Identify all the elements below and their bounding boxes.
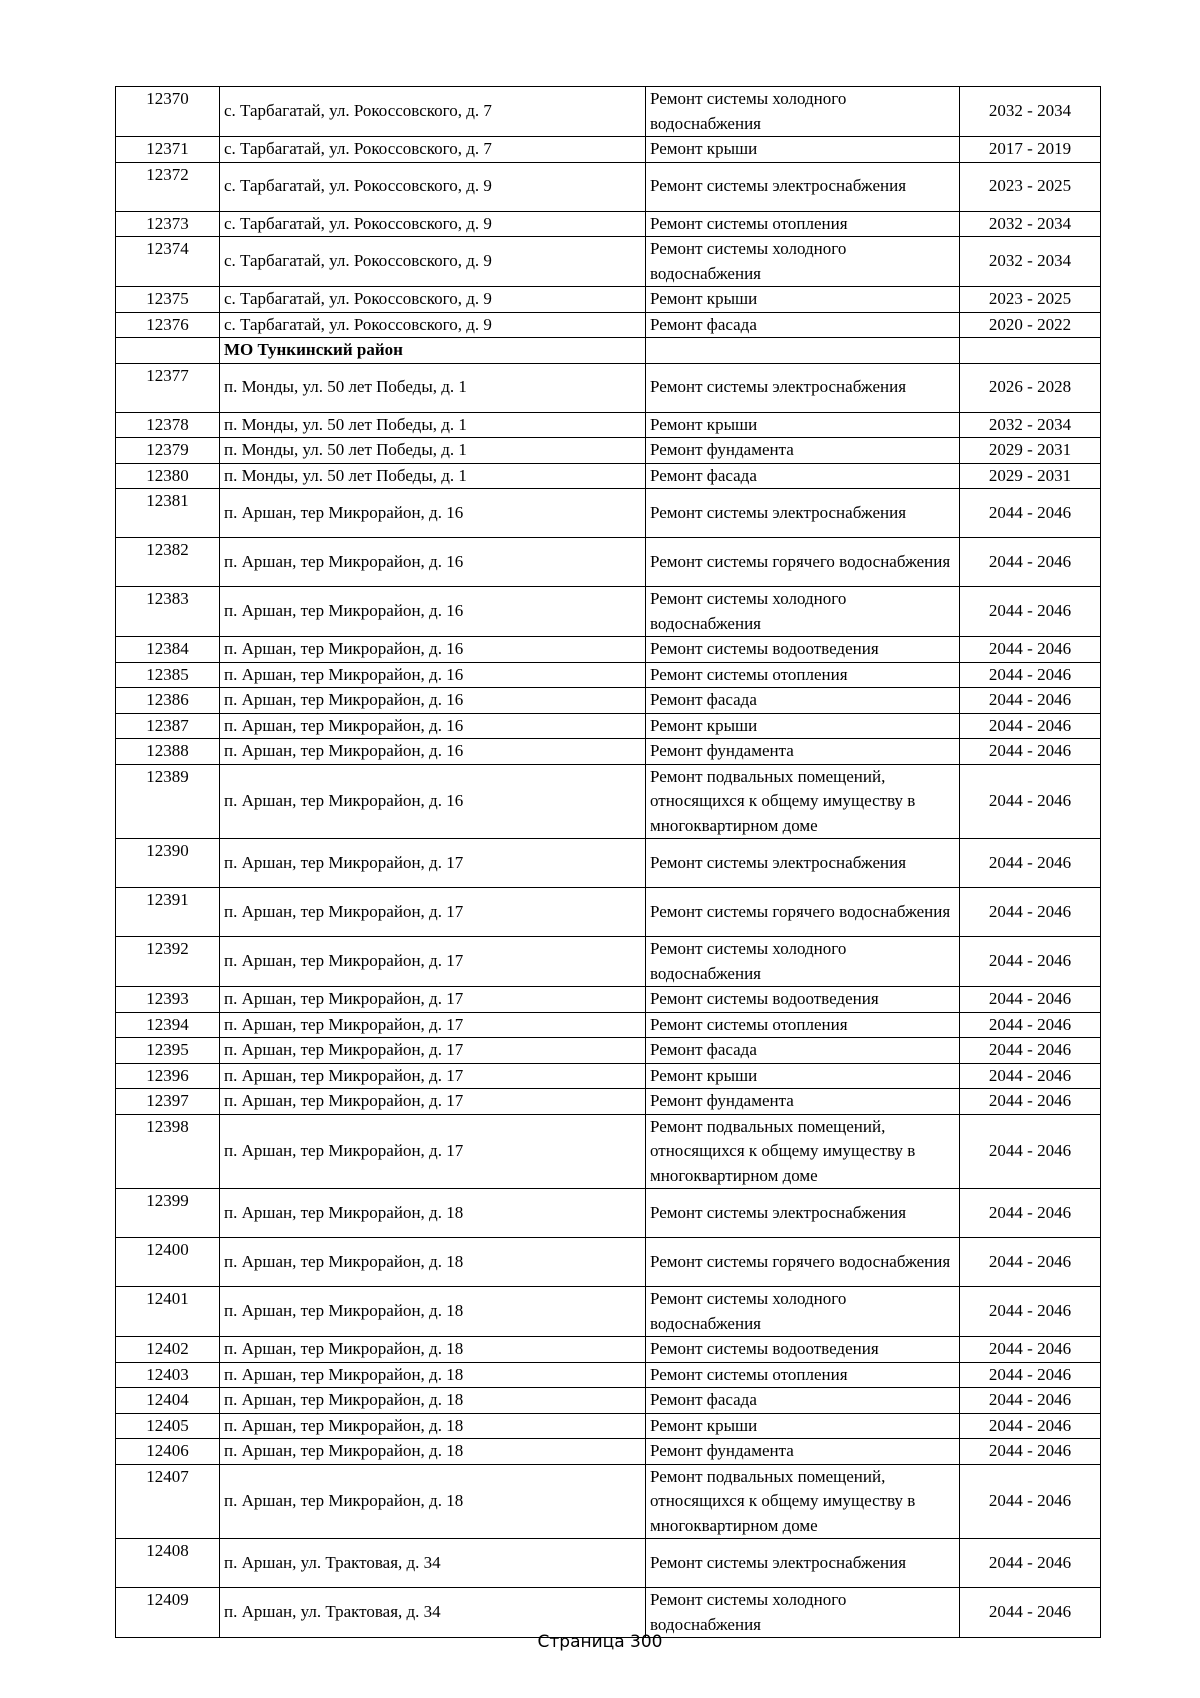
table-row	[116, 438, 1101, 464]
row-period: 2044 - 2046	[960, 1539, 1101, 1588]
row-number: 12386	[116, 688, 220, 714]
row-number: 12381	[116, 489, 220, 538]
row-number: 12404	[116, 1388, 220, 1414]
table-row	[116, 1388, 1101, 1414]
row-period: 2032 - 2034	[960, 211, 1101, 237]
row-period: 2044 - 2046	[960, 987, 1101, 1013]
row-address: п. Аршан, тер Микрорайон, д. 16	[220, 538, 646, 587]
row-number: 12398	[116, 1114, 220, 1189]
row-work-type: Ремонт системы холодного водоснабжения	[646, 937, 960, 987]
row-work-type: Ремонт фасада	[646, 463, 960, 489]
row-period: 2044 - 2046	[960, 1238, 1101, 1287]
row-number: 12397	[116, 1089, 220, 1115]
row-number: 12377	[116, 363, 220, 412]
table-row	[116, 363, 1101, 412]
table-row	[116, 764, 1101, 839]
row-address: п. Аршан, тер Микрорайон, д. 17	[220, 937, 646, 987]
row-address: п. Аршан, тер Микрорайон, д. 16	[220, 739, 646, 765]
row-period: 2044 - 2046	[960, 1588, 1101, 1638]
row-period: 2017 - 2019	[960, 137, 1101, 163]
row-work-type: Ремонт системы холодного водоснабжения	[646, 87, 960, 137]
row-address: п. Монды, ул. 50 лет Победы, д. 1	[220, 438, 646, 464]
row-period: 2029 - 2031	[960, 438, 1101, 464]
table-row	[116, 412, 1101, 438]
row-address: п. Аршан, тер Микрорайон, д. 18	[220, 1413, 646, 1439]
row-period: 2044 - 2046	[960, 1063, 1101, 1089]
row-period: 2044 - 2046	[960, 1413, 1101, 1439]
row-period: 2044 - 2046	[960, 1189, 1101, 1238]
table-row	[116, 688, 1101, 714]
row-period: 2044 - 2046	[960, 662, 1101, 688]
table-row	[116, 637, 1101, 663]
row-work-type: Ремонт системы электроснабжения	[646, 1189, 960, 1238]
row-period: 2044 - 2046	[960, 538, 1101, 587]
table-row	[116, 211, 1101, 237]
row-number: 12385	[116, 662, 220, 688]
row-address: п. Аршан, тер Микрорайон, д. 16	[220, 587, 646, 637]
row-address: п. Аршан, тер Микрорайон, д. 16	[220, 688, 646, 714]
row-address: с. Тарбагатай, ул. Рокоссовского, д. 9	[220, 312, 646, 338]
row-period: 2044 - 2046	[960, 1038, 1101, 1064]
row-address: п. Аршан, тер Микрорайон, д. 18	[220, 1238, 646, 1287]
row-period: 2044 - 2046	[960, 764, 1101, 839]
table-row	[116, 137, 1101, 163]
row-address: п. Аршан, ул. Трактовая, д. 34	[220, 1588, 646, 1638]
row-work-type: Ремонт фасада	[646, 688, 960, 714]
table-row	[116, 1337, 1101, 1363]
table-row	[116, 1287, 1101, 1337]
row-number: 12407	[116, 1464, 220, 1539]
row-period: 2044 - 2046	[960, 688, 1101, 714]
row-number: 12408	[116, 1539, 220, 1588]
row-address: с. Тарбагатай, ул. Рокоссовского, д. 9	[220, 237, 646, 287]
row-address: п. Аршан, тер Микрорайон, д. 18	[220, 1362, 646, 1388]
row-period: 2044 - 2046	[960, 1287, 1101, 1337]
table-row	[116, 312, 1101, 338]
table-body	[116, 87, 1101, 1638]
table-row	[116, 1063, 1101, 1089]
row-number: 12389	[116, 764, 220, 839]
row-work-type: Ремонт системы отопления	[646, 662, 960, 688]
row-address: п. Аршан, тер Микрорайон, д. 17	[220, 1089, 646, 1115]
row-work-type: Ремонт системы холодного водоснабжения	[646, 237, 960, 287]
row-address: п. Аршан, тер Микрорайон, д. 18	[220, 1464, 646, 1539]
row-period: 2023 - 2025	[960, 287, 1101, 313]
row-address: п. Аршан, тер Микрорайон, д. 17	[220, 839, 646, 888]
row-number: 12374	[116, 237, 220, 287]
table-row	[116, 463, 1101, 489]
row-work-type: Ремонт системы горячего водоснабжения	[646, 538, 960, 587]
row-address: с. Тарбагатай, ул. Рокоссовского, д. 7	[220, 87, 646, 137]
row-period: 2044 - 2046	[960, 1439, 1101, 1465]
row-number: 12405	[116, 1413, 220, 1439]
row-period: 2026 - 2028	[960, 363, 1101, 412]
row-work-type: Ремонт фундамента	[646, 1089, 960, 1115]
row-number: 12409	[116, 1588, 220, 1638]
row-number: 12395	[116, 1038, 220, 1064]
section-empty-cell	[960, 338, 1101, 364]
row-address: п. Аршан, тер Микрорайон, д. 16	[220, 489, 646, 538]
row-work-type: Ремонт системы холодного водоснабжения	[646, 587, 960, 637]
row-number: 12396	[116, 1063, 220, 1089]
row-period: 2029 - 2031	[960, 463, 1101, 489]
table-row	[116, 87, 1101, 137]
table-row	[116, 1413, 1101, 1439]
row-number: 12399	[116, 1189, 220, 1238]
table-row	[116, 1114, 1101, 1189]
table-row	[116, 1038, 1101, 1064]
row-period: 2020 - 2022	[960, 312, 1101, 338]
table-row	[116, 1588, 1101, 1638]
row-period: 2044 - 2046	[960, 839, 1101, 888]
page-number: Страница 300	[537, 1632, 663, 1652]
row-work-type: Ремонт системы горячего водоснабжения	[646, 888, 960, 937]
table-row	[116, 1189, 1101, 1238]
row-work-type: Ремонт фундамента	[646, 739, 960, 765]
row-period: 2032 - 2034	[960, 412, 1101, 438]
row-work-type: Ремонт системы водоотведения	[646, 1337, 960, 1363]
row-work-type: Ремонт крыши	[646, 287, 960, 313]
row-address: п. Аршан, тер Микрорайон, д. 16	[220, 662, 646, 688]
table-row	[116, 888, 1101, 937]
row-period: 2044 - 2046	[960, 937, 1101, 987]
repair-schedule-table	[115, 86, 1101, 1638]
row-number: 12383	[116, 587, 220, 637]
row-address: п. Монды, ул. 50 лет Победы, д. 1	[220, 463, 646, 489]
row-address: п. Аршан, тер Микрорайон, д. 16	[220, 637, 646, 663]
row-work-type: Ремонт системы отопления	[646, 1012, 960, 1038]
row-address: п. Аршан, тер Микрорайон, д. 18	[220, 1388, 646, 1414]
section-title: МО Тункинский район	[220, 338, 646, 364]
row-period: 2044 - 2046	[960, 1362, 1101, 1388]
row-number: 12393	[116, 987, 220, 1013]
row-work-type: Ремонт крыши	[646, 137, 960, 163]
row-period: 2044 - 2046	[960, 1464, 1101, 1539]
row-period: 2044 - 2046	[960, 888, 1101, 937]
row-number: 12371	[116, 137, 220, 163]
row-work-type: Ремонт системы горячего водоснабжения	[646, 1238, 960, 1287]
row-number: 12372	[116, 162, 220, 211]
table-row	[116, 287, 1101, 313]
row-number: 12384	[116, 637, 220, 663]
row-work-type: Ремонт крыши	[646, 1413, 960, 1439]
row-number: 12394	[116, 1012, 220, 1038]
row-number: 12390	[116, 839, 220, 888]
row-address: п. Аршан, тер Микрорайон, д. 18	[220, 1337, 646, 1363]
row-work-type: Ремонт системы электроснабжения	[646, 489, 960, 538]
row-address: п. Аршан, тер Микрорайон, д. 18	[220, 1287, 646, 1337]
row-address: п. Аршан, тер Микрорайон, д. 17	[220, 987, 646, 1013]
row-work-type: Ремонт системы водоотведения	[646, 987, 960, 1013]
row-number: 12392	[116, 937, 220, 987]
row-work-type: Ремонт системы отопления	[646, 1362, 960, 1388]
row-address: п. Аршан, тер Микрорайон, д. 17	[220, 1114, 646, 1189]
table-row	[116, 987, 1101, 1013]
row-address: п. Аршан, тер Микрорайон, д. 16	[220, 764, 646, 839]
row-period: 2044 - 2046	[960, 637, 1101, 663]
row-address: п. Аршан, тер Микрорайон, д. 18	[220, 1439, 646, 1465]
row-number: 12370	[116, 87, 220, 137]
table-row	[116, 713, 1101, 739]
row-number: 12373	[116, 211, 220, 237]
table-row	[116, 839, 1101, 888]
table-row	[116, 237, 1101, 287]
row-address: п. Аршан, тер Микрорайон, д. 17	[220, 1038, 646, 1064]
row-number: 12403	[116, 1362, 220, 1388]
table-row	[116, 162, 1101, 211]
row-number: 12379	[116, 438, 220, 464]
table-row	[116, 1464, 1101, 1539]
row-work-type: Ремонт системы водоотведения	[646, 637, 960, 663]
row-work-type: Ремонт фасада	[646, 1038, 960, 1064]
table-row	[116, 937, 1101, 987]
table-row	[116, 1012, 1101, 1038]
row-period: 2044 - 2046	[960, 1388, 1101, 1414]
row-address: п. Аршан, тер Микрорайон, д. 17	[220, 1012, 646, 1038]
row-period: 2044 - 2046	[960, 713, 1101, 739]
row-work-type: Ремонт системы электроснабжения	[646, 162, 960, 211]
row-work-type: Ремонт фундамента	[646, 438, 960, 464]
row-address: п. Аршан, тер Микрорайон, д. 17	[220, 888, 646, 937]
row-number: 12391	[116, 888, 220, 937]
row-address: п. Монды, ул. 50 лет Победы, д. 1	[220, 412, 646, 438]
table-row	[116, 1238, 1101, 1287]
row-work-type: Ремонт системы электроснабжения	[646, 839, 960, 888]
row-address: п. Аршан, тер Микрорайон, д. 16	[220, 713, 646, 739]
table-row	[116, 538, 1101, 587]
row-period: 2032 - 2034	[960, 87, 1101, 137]
row-work-type: Ремонт системы холодного водоснабжения	[646, 1588, 960, 1638]
row-work-type: Ремонт крыши	[646, 713, 960, 739]
row-work-type: Ремонт фасада	[646, 1388, 960, 1414]
row-work-type: Ремонт подвальных помещений, относящихся к общему имуществу в многоквартирном доме	[646, 1464, 960, 1539]
row-period: 2044 - 2046	[960, 1114, 1101, 1189]
table-row	[116, 739, 1101, 765]
row-address: п. Аршан, ул. Трактовая, д. 34	[220, 1539, 646, 1588]
row-work-type: Ремонт крыши	[646, 1063, 960, 1089]
row-period: 2044 - 2046	[960, 587, 1101, 637]
row-number: 12387	[116, 713, 220, 739]
row-address: с. Тарбагатай, ул. Рокоссовского, д. 9	[220, 287, 646, 313]
row-work-type: Ремонт системы отопления	[646, 211, 960, 237]
table-row	[116, 587, 1101, 637]
section-header-row	[116, 338, 1101, 364]
row-period: 2044 - 2046	[960, 489, 1101, 538]
row-address: с. Тарбагатай, ул. Рокоссовского, д. 7	[220, 137, 646, 163]
row-number: 12380	[116, 463, 220, 489]
row-work-type: Ремонт системы электроснабжения	[646, 363, 960, 412]
section-empty-cell	[116, 338, 220, 364]
row-work-type: Ремонт крыши	[646, 412, 960, 438]
row-address: п. Монды, ул. 50 лет Победы, д. 1	[220, 363, 646, 412]
row-work-type: Ремонт фундамента	[646, 1439, 960, 1465]
table-row	[116, 1539, 1101, 1588]
row-work-type: Ремонт системы электроснабжения	[646, 1539, 960, 1588]
row-number: 12401	[116, 1287, 220, 1337]
row-period: 2023 - 2025	[960, 162, 1101, 211]
row-number: 12406	[116, 1439, 220, 1465]
row-address: п. Аршан, тер Микрорайон, д. 17	[220, 1063, 646, 1089]
row-work-type: Ремонт фасада	[646, 312, 960, 338]
row-work-type: Ремонт подвальных помещений, относящихся к общему имуществу в многоквартирном доме	[646, 1114, 960, 1189]
row-address: п. Аршан, тер Микрорайон, д. 18	[220, 1189, 646, 1238]
row-number: 12402	[116, 1337, 220, 1363]
table-row	[116, 1439, 1101, 1465]
row-period: 2032 - 2034	[960, 237, 1101, 287]
row-period: 2044 - 2046	[960, 1089, 1101, 1115]
row-number: 12376	[116, 312, 220, 338]
row-period: 2044 - 2046	[960, 1012, 1101, 1038]
table-row	[116, 662, 1101, 688]
row-number: 12375	[116, 287, 220, 313]
row-address: с. Тарбагатай, ул. Рокоссовского, д. 9	[220, 162, 646, 211]
row-number: 12378	[116, 412, 220, 438]
row-period: 2044 - 2046	[960, 739, 1101, 765]
row-work-type: Ремонт подвальных помещений, относящихся к общему имуществу в многоквартирном доме	[646, 764, 960, 839]
row-work-type: Ремонт системы холодного водоснабжения	[646, 1287, 960, 1337]
table-row	[116, 1362, 1101, 1388]
table-row	[116, 489, 1101, 538]
row-number: 12388	[116, 739, 220, 765]
row-number: 12400	[116, 1238, 220, 1287]
row-address: с. Тарбагатай, ул. Рокоссовского, д. 9	[220, 211, 646, 237]
table-row	[116, 1089, 1101, 1115]
section-empty-cell	[646, 338, 960, 364]
row-period: 2044 - 2046	[960, 1337, 1101, 1363]
row-number: 12382	[116, 538, 220, 587]
